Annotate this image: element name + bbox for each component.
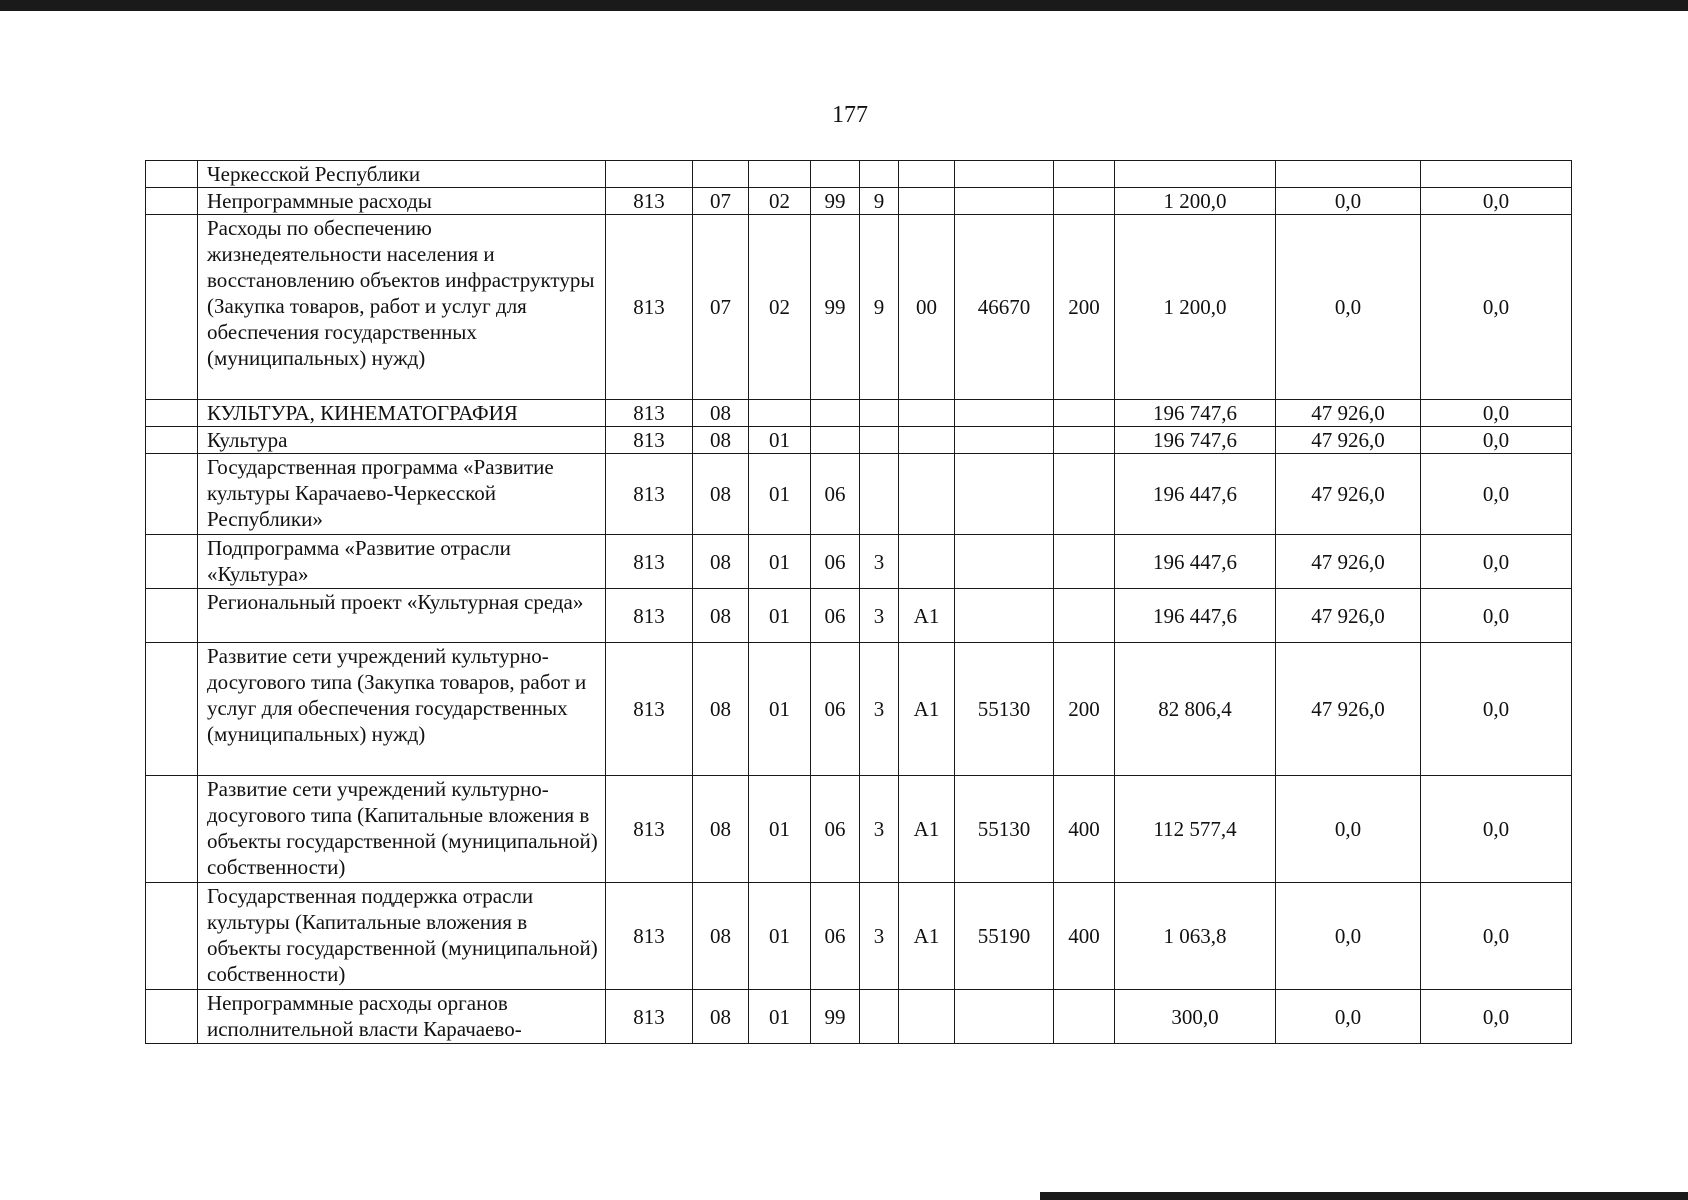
- sum-year-1-cell: 1 063,8: [1115, 883, 1276, 990]
- sum-year-1-cell: 1 200,0: [1115, 215, 1276, 400]
- sum-year-1-cell: 112 577,4: [1115, 776, 1276, 883]
- table-row: [146, 400, 1572, 427]
- ved-cell: 813: [606, 883, 693, 990]
- sum-year-2-cell: 47 926,0: [1276, 643, 1421, 776]
- sum-year-2-cell: 47 926,0: [1276, 535, 1421, 589]
- sum-year-3-cell: 0,0: [1421, 990, 1572, 1044]
- cs-project-cell: [899, 990, 955, 1044]
- vr-cell: [1054, 161, 1115, 188]
- rz-cell: 08: [693, 776, 749, 883]
- rz-cell: 08: [693, 454, 749, 535]
- ved-cell: 813: [606, 188, 693, 215]
- rz-cell: 08: [693, 427, 749, 454]
- sum-year-2-cell: 47 926,0: [1276, 400, 1421, 427]
- cs-program-cell: 06: [811, 589, 860, 643]
- sum-year-2-cell: 47 926,0: [1276, 454, 1421, 535]
- sum-year-1-cell: [1115, 161, 1276, 188]
- sum-year-3-cell: 0,0: [1421, 776, 1572, 883]
- cs-program-cell: [811, 400, 860, 427]
- cs-project-cell: A1: [899, 776, 955, 883]
- cs-subprogram-cell: 9: [860, 188, 899, 215]
- row-number-cell: [146, 188, 198, 215]
- vr-cell: [1054, 454, 1115, 535]
- pr-cell: 01: [749, 589, 811, 643]
- table-row: [146, 535, 1572, 589]
- rz-cell: 08: [693, 400, 749, 427]
- cs-subprogram-cell: 3: [860, 589, 899, 643]
- sum-year-1-cell: 1 200,0: [1115, 188, 1276, 215]
- sum-year-2-cell: 0,0: [1276, 883, 1421, 990]
- cs-project-cell: A1: [899, 643, 955, 776]
- cs-project-cell: [899, 454, 955, 535]
- pr-cell: 01: [749, 990, 811, 1044]
- item-name-cell: Черкесской Республики: [198, 161, 606, 188]
- sum-year-1-cell: 196 447,6: [1115, 535, 1276, 589]
- sum-year-3-cell: 0,0: [1421, 188, 1572, 215]
- item-name-cell: Культура: [198, 427, 606, 454]
- row-number-cell: [146, 990, 198, 1044]
- cs-program-cell: 06: [811, 883, 860, 990]
- rz-cell: 07: [693, 215, 749, 400]
- pr-cell: 01: [749, 427, 811, 454]
- sum-year-1-cell: 196 447,6: [1115, 454, 1276, 535]
- item-name-cell: Расходы по обеспечению жизнедеятельности населения и восстановлению объектов инфраструктуры (Закупка товаров, работ и услуг для обеспечения государственных (муниципальных) нужд): [198, 215, 606, 400]
- ved-cell: 813: [606, 535, 693, 589]
- cs-subprogram-cell: 3: [860, 883, 899, 990]
- pr-cell: [749, 161, 811, 188]
- sum-year-2-cell: 0,0: [1276, 188, 1421, 215]
- cs-subprogram-cell: 3: [860, 643, 899, 776]
- vr-cell: 400: [1054, 883, 1115, 990]
- item-name-cell: Государственная поддержка отрасли культуры (Капитальные вложения в объекты государственной (муниципальной) собственности): [198, 883, 606, 990]
- sum-year-2-cell: 0,0: [1276, 990, 1421, 1044]
- ved-cell: 813: [606, 454, 693, 535]
- table-row: [146, 454, 1572, 535]
- table-row: [146, 589, 1572, 643]
- row-number-cell: [146, 535, 198, 589]
- cs-subprogram-cell: 9: [860, 215, 899, 400]
- ved-cell: 813: [606, 643, 693, 776]
- row-number-cell: [146, 589, 198, 643]
- sum-year-1-cell: 196 747,6: [1115, 427, 1276, 454]
- sum-year-1-cell: 196 747,6: [1115, 400, 1276, 427]
- sum-year-1-cell: 82 806,4: [1115, 643, 1276, 776]
- table-row: [146, 427, 1572, 454]
- sum-year-3-cell: 0,0: [1421, 427, 1572, 454]
- table-row: [146, 188, 1572, 215]
- cs-direction-cell: [955, 188, 1054, 215]
- item-name-cell: Развитие сети учреждений культурно-досугового типа (Капитальные вложения в объекты государственной (муниципальной) собственности): [198, 776, 606, 883]
- pr-cell: 01: [749, 776, 811, 883]
- budget-table: [145, 160, 1572, 1044]
- item-name-cell: Подпрограмма «Развитие отрасли «Культура»: [198, 535, 606, 589]
- cs-direction-cell: [955, 535, 1054, 589]
- sum-year-3-cell: 0,0: [1421, 643, 1572, 776]
- cs-program-cell: 99: [811, 188, 860, 215]
- cs-subprogram-cell: [860, 400, 899, 427]
- cs-program-cell: 99: [811, 215, 860, 400]
- vr-cell: 400: [1054, 776, 1115, 883]
- row-number-cell: [146, 643, 198, 776]
- sum-year-2-cell: 47 926,0: [1276, 427, 1421, 454]
- sum-year-3-cell: 0,0: [1421, 589, 1572, 643]
- ved-cell: 813: [606, 400, 693, 427]
- table-row: [146, 643, 1572, 776]
- row-number-cell: [146, 454, 198, 535]
- pr-cell: 01: [749, 883, 811, 990]
- ved-cell: 813: [606, 589, 693, 643]
- vr-cell: [1054, 188, 1115, 215]
- item-name-cell: Непрограммные расходы органов исполнительной власти Карачаево-: [198, 990, 606, 1044]
- cs-program-cell: 06: [811, 776, 860, 883]
- table-row: [146, 990, 1572, 1044]
- cs-subprogram-cell: [860, 454, 899, 535]
- item-name-cell: Непрограммные расходы: [198, 188, 606, 215]
- cs-project-cell: A1: [899, 589, 955, 643]
- rz-cell: 08: [693, 643, 749, 776]
- cs-direction-cell: [955, 161, 1054, 188]
- cs-project-cell: [899, 188, 955, 215]
- cs-direction-cell: 55130: [955, 776, 1054, 883]
- item-name-cell: Развитие сети учреждений культурно-досугового типа (Закупка товаров, работ и услуг для обеспечения государственных (муниципальных) нужд): [198, 643, 606, 776]
- cs-subprogram-cell: [860, 427, 899, 454]
- scan-top-edge: [0, 0, 1688, 11]
- cs-program-cell: 06: [811, 454, 860, 535]
- sum-year-3-cell: 0,0: [1421, 535, 1572, 589]
- cs-project-cell: [899, 400, 955, 427]
- cs-direction-cell: [955, 990, 1054, 1044]
- cs-direction-cell: 55130: [955, 643, 1054, 776]
- pr-cell: 01: [749, 454, 811, 535]
- pr-cell: 02: [749, 188, 811, 215]
- cs-subprogram-cell: [860, 161, 899, 188]
- vr-cell: [1054, 990, 1115, 1044]
- ved-cell: 813: [606, 427, 693, 454]
- cs-project-cell: 00: [899, 215, 955, 400]
- sum-year-3-cell: 0,0: [1421, 400, 1572, 427]
- item-name-cell: КУЛЬТУРА, КИНЕМАТОГРАФИЯ: [198, 400, 606, 427]
- cs-direction-cell: 55190: [955, 883, 1054, 990]
- page-number: 177: [832, 102, 868, 128]
- cs-project-cell: A1: [899, 883, 955, 990]
- cs-subprogram-cell: 3: [860, 776, 899, 883]
- vr-cell: 200: [1054, 215, 1115, 400]
- item-name-cell: Государственная программа «Развитие культуры Карачаево-Черкесской Республики»: [198, 454, 606, 535]
- sum-year-2-cell: 47 926,0: [1276, 589, 1421, 643]
- vr-cell: [1054, 427, 1115, 454]
- rz-cell: 07: [693, 188, 749, 215]
- vr-cell: [1054, 589, 1115, 643]
- vr-cell: 200: [1054, 643, 1115, 776]
- row-number-cell: [146, 400, 198, 427]
- cs-program-cell: 99: [811, 990, 860, 1044]
- cs-direction-cell: [955, 589, 1054, 643]
- cs-direction-cell: 46670: [955, 215, 1054, 400]
- pr-cell: 01: [749, 535, 811, 589]
- sum-year-3-cell: 0,0: [1421, 454, 1572, 535]
- cs-project-cell: [899, 535, 955, 589]
- pr-cell: 02: [749, 215, 811, 400]
- table-row: [146, 883, 1572, 990]
- vr-cell: [1054, 400, 1115, 427]
- cs-subprogram-cell: [860, 990, 899, 1044]
- sum-year-2-cell: 0,0: [1276, 776, 1421, 883]
- sum-year-3-cell: 0,0: [1421, 883, 1572, 990]
- sum-year-2-cell: 0,0: [1276, 215, 1421, 400]
- rz-cell: 08: [693, 990, 749, 1044]
- cs-direction-cell: [955, 454, 1054, 535]
- ved-cell: [606, 161, 693, 188]
- rz-cell: 08: [693, 589, 749, 643]
- cs-direction-cell: [955, 427, 1054, 454]
- rz-cell: 08: [693, 883, 749, 990]
- cs-project-cell: [899, 161, 955, 188]
- sum-year-1-cell: 300,0: [1115, 990, 1276, 1044]
- pr-cell: [749, 400, 811, 427]
- row-number-cell: [146, 776, 198, 883]
- ved-cell: 813: [606, 990, 693, 1044]
- cs-project-cell: [899, 427, 955, 454]
- cs-program-cell: 06: [811, 535, 860, 589]
- item-name-cell: Региональный проект «Культурная среда»: [198, 589, 606, 643]
- rz-cell: 08: [693, 535, 749, 589]
- table-row: [146, 161, 1572, 188]
- cs-program-cell: [811, 427, 860, 454]
- row-number-cell: [146, 883, 198, 990]
- cs-program-cell: 06: [811, 643, 860, 776]
- table-row: [146, 776, 1572, 883]
- rz-cell: [693, 161, 749, 188]
- cs-program-cell: [811, 161, 860, 188]
- pr-cell: 01: [749, 643, 811, 776]
- sum-year-1-cell: 196 447,6: [1115, 589, 1276, 643]
- sum-year-3-cell: [1421, 161, 1572, 188]
- cs-subprogram-cell: 3: [860, 535, 899, 589]
- cs-direction-cell: [955, 400, 1054, 427]
- ved-cell: 813: [606, 215, 693, 400]
- sum-year-2-cell: [1276, 161, 1421, 188]
- table-row: [146, 215, 1572, 400]
- row-number-cell: [146, 215, 198, 400]
- vr-cell: [1054, 535, 1115, 589]
- row-number-cell: [146, 427, 198, 454]
- sum-year-3-cell: 0,0: [1421, 215, 1572, 400]
- ved-cell: 813: [606, 776, 693, 883]
- scan-bottom-edge: [1040, 1192, 1688, 1200]
- row-number-cell: [146, 161, 198, 188]
